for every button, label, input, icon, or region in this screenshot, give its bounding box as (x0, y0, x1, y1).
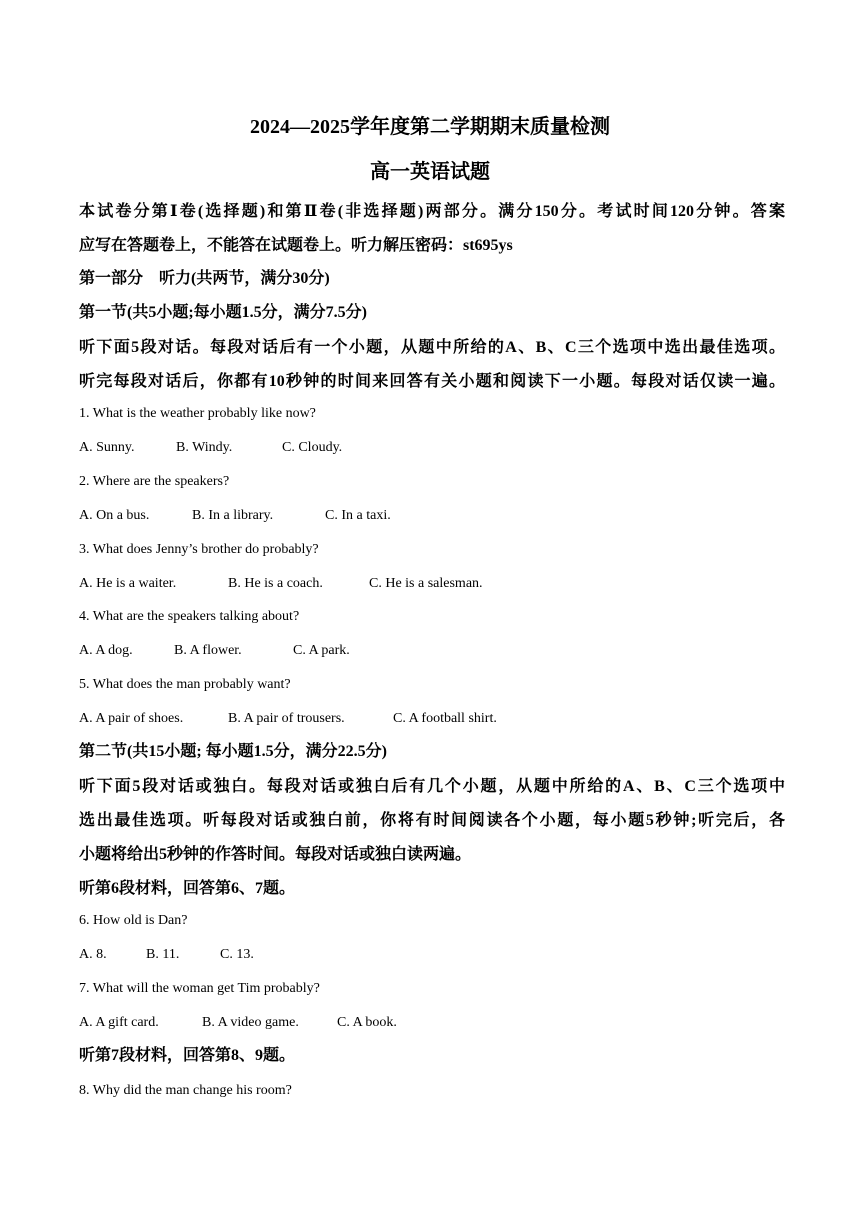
question-5: 5. What does the man probably want? (79, 677, 291, 692)
intro-line-1: 本试卷分第Ⅰ卷(选择题)和第Ⅱ卷(非选择题)两部分。满分150分。考试时间120分钟。答案 (79, 203, 785, 220)
part1-heading: 第一部分 听力(共两节，满分30分) (79, 270, 330, 287)
q7-option-a: A. A gift card. (79, 1015, 159, 1030)
q3-option-a: A. He is a waiter. (79, 576, 177, 591)
intro-line-2: 应写在答题卷上，不能答在试题卷上。听力解压密码：st695ys (79, 237, 513, 254)
section2-heading: 第二节(共15小题; 每小题1.5分，满分22.5分) (79, 743, 387, 760)
section1-instruction-2: 听完每段对话后，你都有10秒钟的时间来回答有关小题和阅读下一小题。每段对话仅读一遍。 (79, 373, 785, 390)
q4-option-c: C. A park. (293, 643, 350, 658)
q4-option-a: A. A dog. (79, 643, 133, 658)
section2-instruction-1: 听下面5段对话或独白。每段对话或独白后有几个小题，从题中所给的A、B、C三个选项中 (79, 778, 785, 795)
exam-subtitle: 高一英语试题 (370, 161, 490, 183)
q3-option-b: B. He is a coach. (228, 576, 323, 591)
question-8: 8. Why did the man change his room? (79, 1083, 292, 1098)
section2-instruction-3: 小题将给出5秒钟的作答时间。每段对话或独白读两遍。 (79, 846, 472, 863)
q7-option-c: C. A book. (337, 1015, 397, 1030)
material-6-heading: 听第6段材料，回答第6、7题。 (79, 880, 296, 897)
material-7-heading: 听第7段材料，回答第8、9题。 (79, 1047, 296, 1064)
question-1: 1. What is the weather probably like now? (79, 406, 316, 421)
q1-option-b: B. Windy. (176, 440, 233, 455)
q1-option-c: C. Cloudy. (282, 440, 343, 455)
q2-option-a: A. On a bus. (79, 508, 150, 523)
section1-instruction-1: 听下面5段对话。每段对话后有一个小题，从题中所给的A、B、C三个选项中选出最佳选项。 (79, 339, 785, 356)
q2-option-b: B. In a library. (192, 508, 274, 523)
q1-option-a: A. Sunny. (79, 440, 135, 455)
question-7: 7. What will the woman get Tim probably? (79, 981, 320, 996)
q5-option-b: B. A pair of trousers. (228, 711, 345, 726)
section1-heading: 第一节(共5小题;每小题1.5分，满分7.5分) (79, 304, 367, 321)
exam-title: 2024—2025学年度第二学期期末质量检测 (250, 116, 610, 138)
question-3: 3. What does Jenny’s brother do probably? (79, 542, 319, 557)
q5-option-c: C. A football shirt. (393, 711, 497, 726)
q3-option-c: C. He is a salesman. (369, 576, 483, 591)
q6-option-c: C. 13. (220, 947, 254, 962)
section2-instruction-2: 选出最佳选项。听每段对话或独白前，你将有时间阅读各个小题，每小题5秒钟;听完后，各 (79, 812, 785, 829)
question-6: 6. How old is Dan? (79, 913, 188, 928)
q6-option-b: B. 11. (146, 947, 180, 962)
q5-option-a: A. A pair of shoes. (79, 711, 184, 726)
q7-option-b: B. A video game. (202, 1015, 299, 1030)
q6-option-a: A. 8. (79, 947, 107, 962)
q2-option-c: C. In a taxi. (325, 508, 391, 523)
question-4: 4. What are the speakers talking about? (79, 609, 300, 624)
question-2: 2. Where are the speakers? (79, 474, 230, 489)
q4-option-b: B. A flower. (174, 643, 242, 658)
